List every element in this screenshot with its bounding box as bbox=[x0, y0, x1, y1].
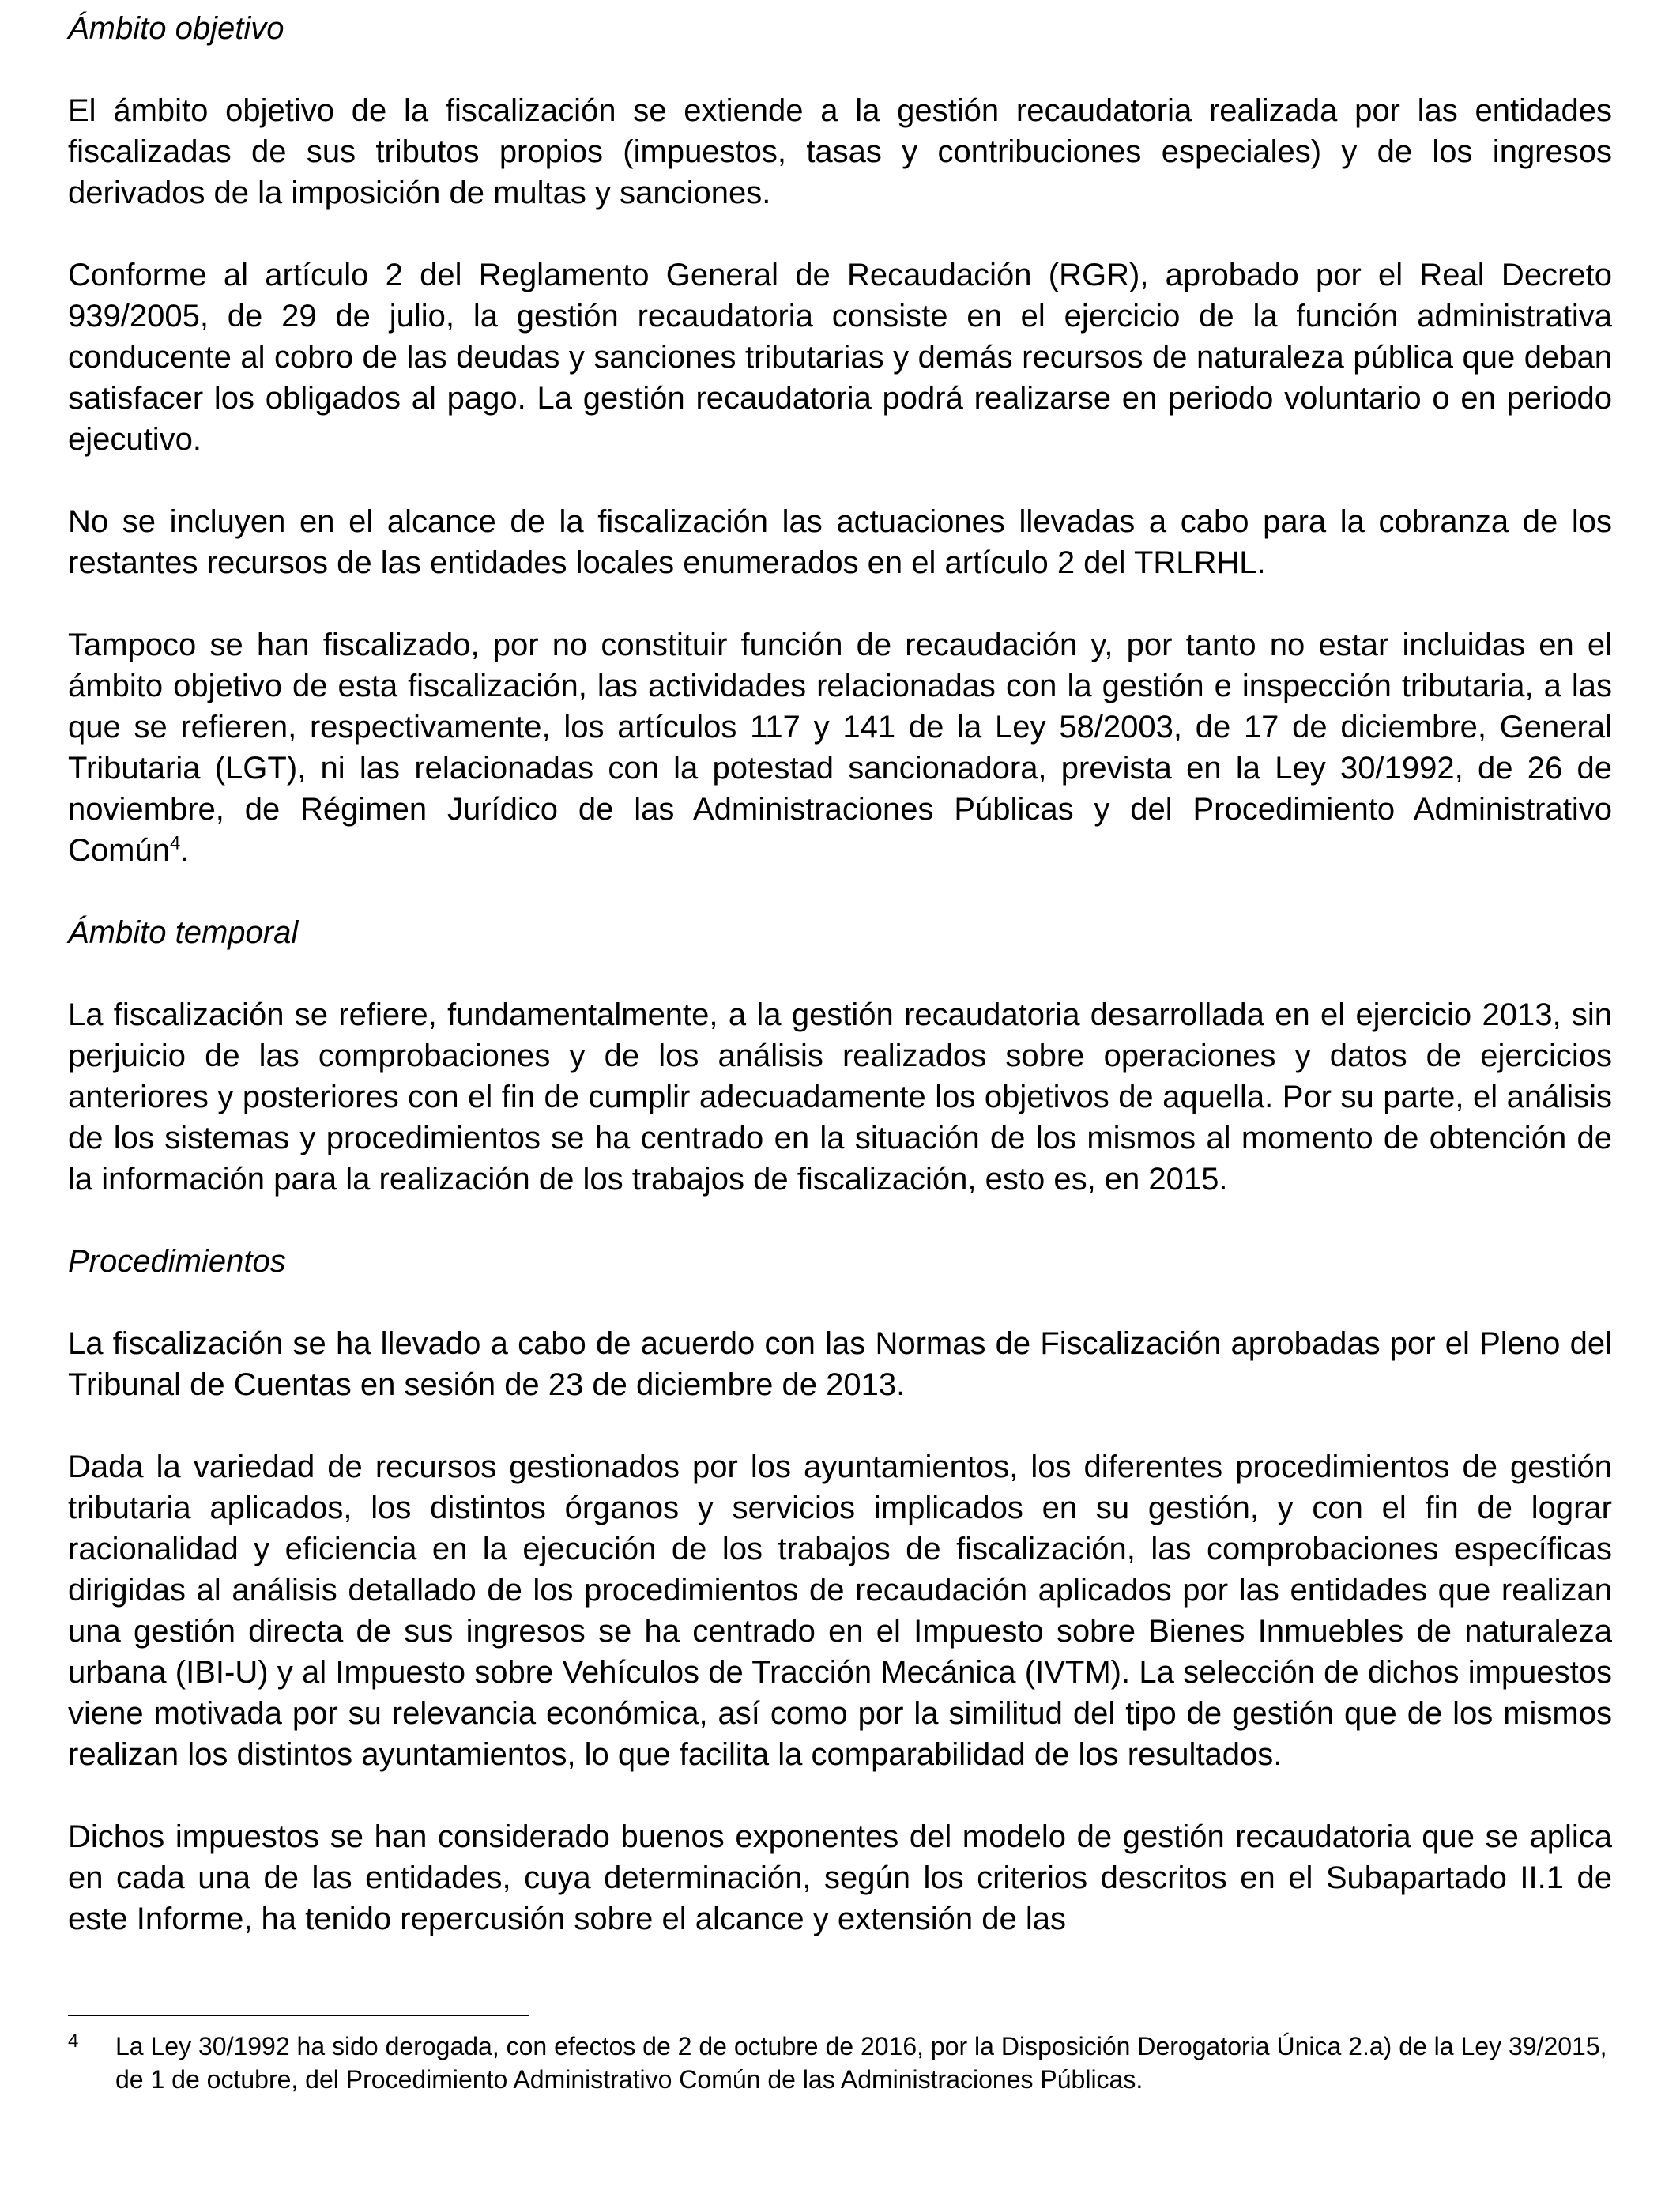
document-body bbox=[68, 8, 1612, 1940]
paragraph-end-period: . bbox=[180, 833, 190, 868]
paragraph-ambito-temporal-1: La fiscalización se refiere, fundamentalmente, a la gestión recaudatoria desarrollada en el ejercicio 2013, sin perjuicio de las comprobaciones y de los análisis realizados sobre operaciones y datos de ejercicios anteriores y posteriores con el fin de cumplir adecuadamente los objetivos de aquella. Por su parte, el análisis de los sistemas y procedimientos se ha centrado en la situación de los mismos al momento de obtención de la información para la realización de los trabajos de fiscalización, esto es, en 2015. bbox=[68, 997, 1612, 1197]
heading-procedimientos: Procedimientos bbox=[68, 1244, 286, 1279]
footnote-number: 4 bbox=[68, 2030, 79, 2052]
footnote-separator bbox=[68, 2015, 529, 2016]
heading-ambito-temporal: Ámbito temporal bbox=[68, 915, 299, 950]
footnote-reference[interactable]: 4 bbox=[169, 832, 181, 854]
paragraph-ambito-objetivo-3: No se incluyen en el alcance de la fiscalización las actuaciones llevadas a cabo para la cobranza de los restantes recursos de las entidades locales enumerados en el artículo 2 del TRLRHL. bbox=[68, 504, 1612, 580]
footnote-text: La Ley 30/1992 ha sido derogada, con efectos de 2 de octubre de 2016, por la Disposición Derogatoria Única 2.a) de la Ley 39/2015, de 1 de octubre, del Procedimiento Administrativo Común de las Administraciones Públicas. bbox=[115, 2032, 1607, 2094]
paragraph-ambito-objetivo-1: El ámbito objetivo de la fiscalización se extiende a la gestión recaudatoria realizada por las entidades fiscalizadas de sus tributos propios (impuestos, tasas y contribuciones especiales) y de los ingresos derivados de la imposición de multas y sanciones. bbox=[68, 93, 1612, 210]
paragraph-procedimientos-3: Dichos impuestos se han considerado buenos exponentes del modelo de gestión recaudatoria que se aplica en cada una de las entidades, cuya determinación, según los criterios descritos en el Subapartado II.1 de este Informe, ha tenido repercusión sobre el alcance y extensión de las bbox=[68, 1819, 1612, 1936]
paragraph-ambito-objetivo-4-text: Tampoco se han fiscalizado, por no constituir función de recaudación y, por tanto no estar incluidas en el ámbito objetivo de esta fiscalización, las actividades relacionadas con la gestión e inspección tributaria, a las que se refieren, respectivamente, los artículos 117 y 141 de la Ley 58/2003, de 17 de diciembre, General Tributaria (LGT), ni las relacionadas con la potestad sancionadora, prevista en la Ley 30/1992, de 26 de noviembre, de Régimen Jurídico de las Administraciones Públicas y del Procedimiento Administrativo Común bbox=[68, 628, 1612, 868]
paragraph-ambito-objetivo-4 bbox=[68, 624, 1612, 871]
paragraph-procedimientos-1: La fiscalización se ha llevado a cabo de acuerdo con las Normas de Fiscalización aprobadas por el Pleno del Tribunal de Cuentas en sesión de 23 de diciembre de 2013. bbox=[68, 1326, 1612, 1402]
heading-ambito-objetivo: Ámbito objetivo bbox=[68, 11, 284, 46]
paragraph-ambito-objetivo-2: Conforme al artículo 2 del Reglamento General de Recaudación (RGR), aprobado por el Real Decreto 939/2005, de 29 de julio, la gestión recaudatoria consiste en el ejercicio de la función administrativa conducente al cobro de las deudas y sanciones tributarias y demás recursos de naturaleza pública que deban satisfacer los obligados al pago. La gestión recaudatoria podrá realizarse en periodo voluntario o en periodo ejecutivo. bbox=[68, 258, 1612, 457]
paragraph-procedimientos-2: Dada la variedad de recursos gestionados por los ayuntamientos, los diferentes procedimientos de gestión tributaria aplicados, los distintos órganos y servicios implicados en su gestión, y con el fin de lograr racionalidad y eficiencia en la ejecución de los trabajos de fiscalización, las comprobaciones específicas dirigidas al análisis detallado de los procedimientos de recaudación aplicados por las entidades que realizan una gestión directa de sus ingresos se ha centrado en el Impuesto sobre Bienes Inmuebles de naturaleza urbana (IBI-U) y al Impuesto sobre Vehículos de Tracción Mecánica (IVTM). La selección de dichos impuestos viene motivada por su relevancia económica, así como por la similitud del tipo de gestión que de los mismos realizan los distintos ayuntamientos, lo que facilita la comparabilidad de los resultados. bbox=[68, 1449, 1612, 1772]
footnote bbox=[68, 2030, 1612, 2096]
